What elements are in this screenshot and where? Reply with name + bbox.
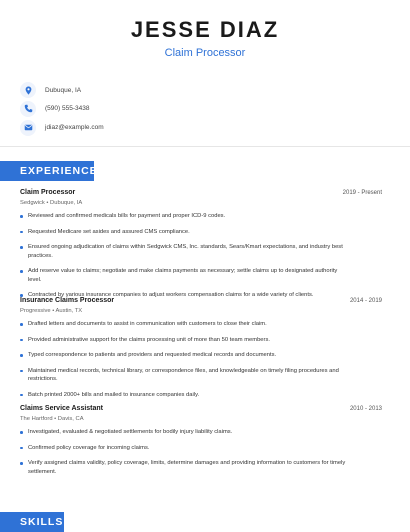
location-text: Dubuque, IA <box>45 86 82 94</box>
job-bullets <box>20 428 350 476</box>
phone-text: (590) 555-3438 <box>45 105 90 112</box>
job-header <box>20 189 382 196</box>
bullet-item: Requested Medicare set asides and assured CMS compliance. <box>20 228 350 237</box>
candidate-name: JESSE DIAZ <box>130 17 280 42</box>
bullet-item: Investigated, evaluated & negotiated settlements for bodily injury liability claims. <box>20 428 350 437</box>
bullet-item: Contracted by various insurance companies to adjust workers compensation claims for a wide variety of clients. <box>20 291 350 300</box>
bullet-item: Verify assigned claims validity, policy coverage, limits, determine damages and providing information to customers for timely settlement. <box>20 459 350 476</box>
bullet-item: Batch printed 2000+ bills and mailed to insurance companies daily. <box>20 391 350 400</box>
resume-header <box>0 0 410 60</box>
job-bullets <box>20 320 350 399</box>
location-pin-icon <box>20 82 36 98</box>
job-company: Progressive • Austin, TX <box>20 308 83 314</box>
job-title: Claims Service Assistant <box>20 405 104 412</box>
bullet-item: Reviewed and confirmed medicals bills for payment and proper ICD-9 codes. <box>20 212 350 221</box>
contact-phone <box>20 100 89 118</box>
contact-location <box>20 81 81 99</box>
job-header <box>20 405 382 412</box>
job-bullets <box>20 212 350 300</box>
bullet-item: Typed correspondence to patients and providers and requested medical records and documents. <box>20 351 350 360</box>
bullet-item: Drafted letters and documents to assist in communication with customers to close their claim. <box>20 320 350 329</box>
job-title-heading: Claim Processor <box>164 47 246 59</box>
bullet-item: Confirmed policy coverage for incoming claims. <box>20 444 350 453</box>
header-divider <box>0 146 410 147</box>
contact-email <box>20 119 104 137</box>
job-header <box>20 297 382 304</box>
job-dates: 2019 - Present <box>342 190 382 196</box>
phone-icon <box>20 101 36 117</box>
experience-section-heading: EXPERIENCE <box>0 161 94 181</box>
bullet-item: Maintained medical records, technical library, or correspondence files, and knowledgeable on timely filing procedures and restrictions. <box>20 367 350 384</box>
job-title: Claim Processor <box>20 189 76 196</box>
bullet-item: Provided administrative support for the claims processing unit of more than 50 team members. <box>20 336 350 345</box>
bullet-item: Add reserve value to claims; negotiate and make claims payments as necessary; settle claims up to designated authority level. <box>20 267 350 284</box>
job-company: Sedgwick • Dubuque, IA <box>20 200 83 206</box>
email-icon <box>20 120 36 136</box>
bullet-item: Ensured ongoing adjudication of claims within Sedgwick CMS, Inc. standards, Sears/Kmart expectations, and industry best practices. <box>20 243 350 260</box>
job-company: The Hartford • Davis, CA <box>20 416 84 422</box>
skills-section-heading: SKILLS <box>0 512 64 532</box>
job-title: Insurance Claims Processor <box>20 297 115 304</box>
job-dates: 2010 - 2013 <box>349 406 382 412</box>
job-dates: 2014 - 2019 <box>349 298 382 304</box>
email-text: jdiaz@example.com <box>45 124 104 131</box>
